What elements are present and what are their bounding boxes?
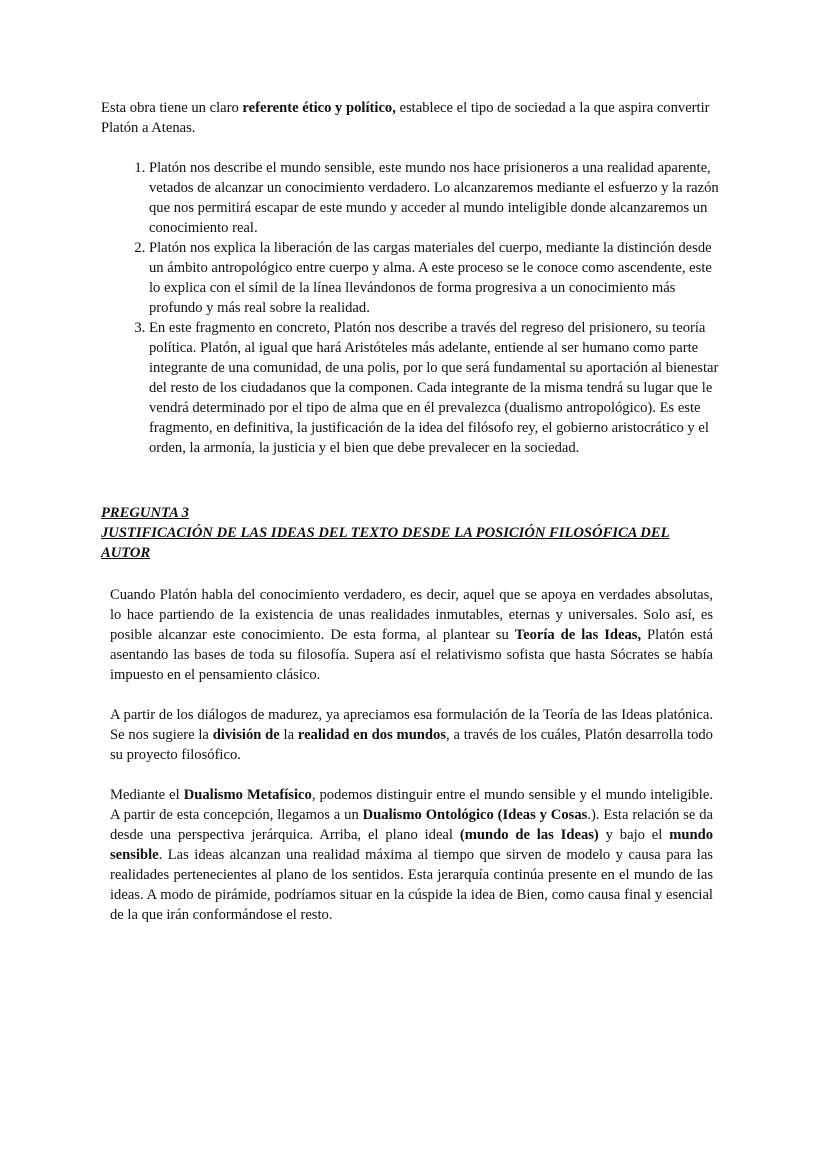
intro-paragraph [101,98,721,138]
body-paragraph-2 [110,705,713,765]
p3-text-3: .). Esta relación se da desde una perspectiva jerárquica. Arriba, el plano ideal [110,807,713,843]
numbered-list [101,158,723,458]
list-item: 2. Platón nos explica la liberación de las cargas materiales del cuerpo, mediante la distinción desde un ámbito antropológico entre cuerpo y alma. A este proceso se le conoce como ascendente, este lo explica con el símil de la línea llevándonos de forma progresiva a un conocimiento más profundo y más real sobre la realidad. [149,238,723,318]
p3-bold-2: Dualismo Ontológico (Ideas y Cosas [362,807,588,823]
section-title: JUSTIFICACIÓN DE LAS IDEAS DEL TEXTO DESDE LA POSICIÓN FILOSÓFICA DEL AUTOR [101,525,670,561]
body-paragraph-1 [110,585,713,685]
list-item: 1. Platón nos describe el mundo sensible, este mundo nos hace prisioneros a una realidad aparente, vetados de alcanzar un conocimiento verdadero. Lo alcanzaremos mediante el esfuerzo y la razón que nos permitirá escapar de este mundo y acceder al mundo inteligible donde alcanzaremos un conocimiento real. [149,158,723,238]
p3-text-1: Mediante el [110,787,184,803]
p2-bold-1: división de [212,727,280,743]
p2-text-2: la [279,727,298,743]
p1-bold-1: Teoría de las Ideas, [514,627,642,643]
p3-bold-4: mundo sensible [110,827,713,863]
p3-text-4: y bajo el [598,827,670,843]
section-heading [101,503,721,563]
p3-text-2: , podemos distinguir entre el mundo sensible y el mundo inteligible. A partir de esta concepción, llegamos a un [110,787,713,823]
p2-text-3: , a través de los cuáles, Platón desarrolla todo su proyecto filosófico. [110,727,713,763]
intro-text-2: establece el tipo de sociedad a la que aspira convertir Platón a Atenas. [101,100,710,136]
intro-bold-1: referente ético y político, [242,100,396,116]
section-label: PREGUNTA 3 [101,505,189,521]
p3-text-5: . Las ideas alcanzan una realidad máxima al tiempo que sirven de modelo y causa para las realidades pertenecientes al plano de los sentidos. Esta jerarquía continúa presente en el mundo de las ideas. A modo de pirámide, podríamos situar en la cúspide la idea de Bien, como causa final y esencial de la que irán conformándose el resto. [110,847,713,923]
p3-bold-3: (mundo de las Ideas) [459,827,599,843]
p3-bold-1: Dualismo Metafísico [183,787,312,803]
list-item: 3. En este fragmento en concreto, Platón nos describe a través del regreso del prisionero, su teoría política. Platón, al igual que hará Aristóteles más adelante, entiende al ser humano como parte integrante de una comunidad, de una polis, por lo que será fundamental su aportación al bienestar del resto de los ciudadanos que la componen. Cada integrante de la misma tendrá su lugar que le vendrá determinado por el tipo de alma que en él prevalezca (dualismo antropológico). Es este fragmento, en definitiva, la justificación de la idea del filósofo rey, el gobierno aristocrático y el orden, la armonía, la justicia y el bien que debe prevalecer en la sociedad. [149,318,723,458]
p2-text-1: A partir de los diálogos de madurez, ya apreciamos esa formulación de la Teoría de las Ideas platónica. Se nos sugiere la [110,707,713,743]
intro-text-1: Esta obra tiene un claro [101,100,243,116]
p1-text-2: Platón está asentando las bases de toda su filosofía. Supera así el relativismo sofista que hasta Sócrates se había impuesto en el pensamiento clásico. [110,627,713,683]
body-paragraph-3 [110,785,713,925]
p1-text-1: Cuando Platón habla del conocimiento verdadero, es decir, aquel que se apoya en verdades absolutas, lo hace partiendo de la existencia de unas realidades inmutables, eternas y universales. Solo así, es posible alcanzar este conocimiento. De esta forma, al plantear su [110,587,713,643]
p2-bold-2: realidad en dos mundos [297,727,447,743]
